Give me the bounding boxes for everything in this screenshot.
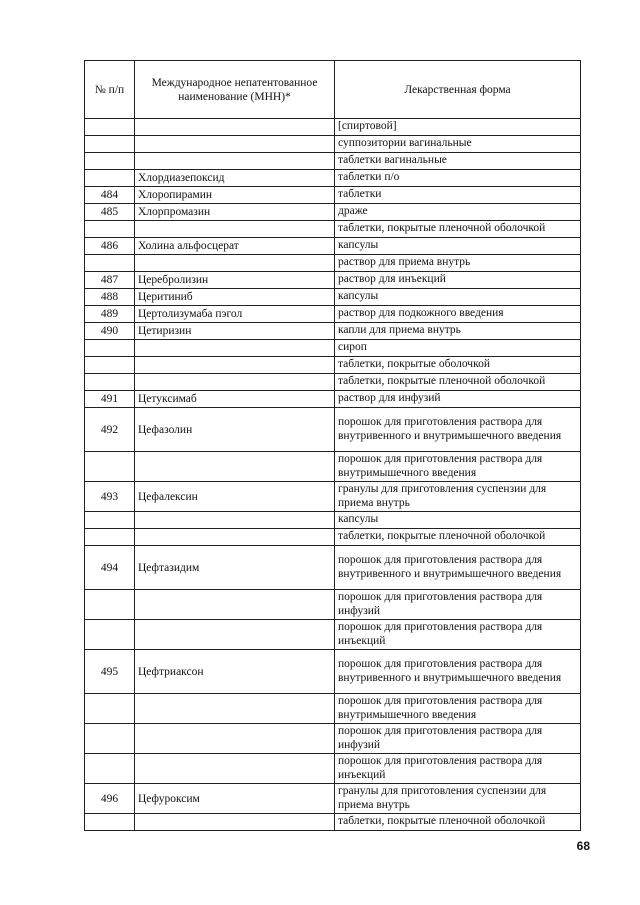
row-number <box>85 754 135 784</box>
table-row <box>85 724 581 754</box>
row-number <box>85 512 135 529</box>
table-row <box>85 136 581 153</box>
dosage-form: таблетки, покрытые пленочной оболочкой <box>335 529 581 546</box>
table-row <box>85 694 581 724</box>
row-number <box>85 374 135 391</box>
table-row <box>85 452 581 482</box>
row-number: 488 <box>85 289 135 306</box>
dosage-form: порошок для приготовления раствора для инфузий <box>335 590 581 620</box>
row-number: 485 <box>85 204 135 221</box>
drug-table <box>84 60 581 831</box>
table-row <box>85 238 581 255</box>
inn-name <box>135 340 335 357</box>
table-row <box>85 340 581 357</box>
dosage-form: таблетки вагинальные <box>335 153 581 170</box>
inn-name <box>135 255 335 272</box>
dosage-form: раствор для инъекций <box>335 272 581 289</box>
row-number <box>85 529 135 546</box>
row-number <box>85 814 135 831</box>
dosage-form: капли для приема внутрь <box>335 323 581 340</box>
inn-name: Хлоропирамин <box>135 187 335 204</box>
row-number: 491 <box>85 391 135 408</box>
table-row <box>85 187 581 204</box>
table-row <box>85 650 581 694</box>
row-number: 489 <box>85 306 135 323</box>
dosage-form: порошок для приготовления раствора для внутривенного и внутримышечного введения <box>335 408 581 452</box>
table-row <box>85 306 581 323</box>
inn-name <box>135 814 335 831</box>
row-number <box>85 153 135 170</box>
dosage-form: капсулы <box>335 238 581 255</box>
inn-name: Цефтазидим <box>135 546 335 590</box>
dosage-form: раствор для инфузий <box>335 391 581 408</box>
dosage-form: таблетки <box>335 187 581 204</box>
table-body <box>85 119 581 831</box>
dosage-form: таблетки, покрытые пленочной оболочкой <box>335 374 581 391</box>
table-row <box>85 170 581 187</box>
row-number: 490 <box>85 323 135 340</box>
table-row <box>85 784 581 814</box>
inn-name: Цетиризин <box>135 323 335 340</box>
row-number <box>85 255 135 272</box>
row-number <box>85 119 135 136</box>
table-row <box>85 529 581 546</box>
inn-name: Цефуроксим <box>135 784 335 814</box>
table-row <box>85 374 581 391</box>
table-row <box>85 119 581 136</box>
dosage-form: таблетки п/о <box>335 170 581 187</box>
dosage-form: капсулы <box>335 512 581 529</box>
row-number <box>85 221 135 238</box>
table-row <box>85 391 581 408</box>
table-header-row <box>85 61 581 119</box>
header-num: № п/п <box>85 61 135 119</box>
row-number <box>85 170 135 187</box>
inn-name <box>135 724 335 754</box>
inn-name <box>135 221 335 238</box>
dosage-form: гранулы для приготовления суспензии для приема внутрь <box>335 482 581 512</box>
row-number <box>85 694 135 724</box>
dosage-form: капсулы <box>335 289 581 306</box>
inn-name: Хлордиазепоксид <box>135 170 335 187</box>
inn-name <box>135 374 335 391</box>
dosage-form: гранулы для приготовления суспензии для приема внутрь <box>335 784 581 814</box>
inn-name <box>135 153 335 170</box>
table-row <box>85 357 581 374</box>
inn-name: Церебролизин <box>135 272 335 289</box>
table-row <box>85 754 581 784</box>
table-row <box>85 512 581 529</box>
table-row <box>85 153 581 170</box>
header-dosage-form: Лекарственная форма <box>335 61 581 119</box>
table-row <box>85 323 581 340</box>
table-row <box>85 620 581 650</box>
page-number: 68 <box>576 839 590 853</box>
inn-name <box>135 620 335 650</box>
inn-name: Холина альфосцерат <box>135 238 335 255</box>
table-row <box>85 408 581 452</box>
inn-name: Церитиниб <box>135 289 335 306</box>
inn-name <box>135 512 335 529</box>
table-row <box>85 272 581 289</box>
table-row <box>85 814 581 831</box>
inn-name <box>135 136 335 153</box>
dosage-form: драже <box>335 204 581 221</box>
table-row <box>85 204 581 221</box>
inn-name: Хлорпромазин <box>135 204 335 221</box>
row-number: 494 <box>85 546 135 590</box>
row-number <box>85 452 135 482</box>
table-row <box>85 590 581 620</box>
row-number <box>85 724 135 754</box>
dosage-form: таблетки, покрытые пленочной оболочкой <box>335 221 581 238</box>
row-number: 487 <box>85 272 135 289</box>
row-number <box>85 357 135 374</box>
inn-name: Цефалексин <box>135 482 335 512</box>
inn-name <box>135 357 335 374</box>
row-number <box>85 136 135 153</box>
dosage-form: суппозитории вагинальные <box>335 136 581 153</box>
inn-name: Цефазолин <box>135 408 335 452</box>
row-number: 486 <box>85 238 135 255</box>
dosage-form: таблетки, покрытые пленочной оболочкой <box>335 814 581 831</box>
inn-name <box>135 452 335 482</box>
inn-name: Цертолизумаба пэгол <box>135 306 335 323</box>
inn-name <box>135 529 335 546</box>
row-number: 484 <box>85 187 135 204</box>
dosage-form: раствор для приема внутрь <box>335 255 581 272</box>
table-row <box>85 221 581 238</box>
header-inn-name: Международное непатентованное наименование (МНН)* <box>135 61 335 119</box>
inn-name <box>135 694 335 724</box>
row-number <box>85 340 135 357</box>
dosage-form: [спиртовой] <box>335 119 581 136</box>
dosage-form: порошок для приготовления раствора для внутривенного и внутримышечного введения <box>335 650 581 694</box>
inn-name <box>135 754 335 784</box>
dosage-form: раствор для подкожного введения <box>335 306 581 323</box>
dosage-form: порошок для приготовления раствора для внутримышечного введения <box>335 694 581 724</box>
table-row <box>85 255 581 272</box>
row-number <box>85 590 135 620</box>
row-number: 495 <box>85 650 135 694</box>
row-number <box>85 620 135 650</box>
dosage-form: порошок для приготовления раствора для инъекций <box>335 754 581 784</box>
inn-name: Цетуксимаб <box>135 391 335 408</box>
table-row <box>85 289 581 306</box>
dosage-form: сироп <box>335 340 581 357</box>
dosage-form: порошок для приготовления раствора для инфузий <box>335 724 581 754</box>
inn-name <box>135 590 335 620</box>
row-number: 493 <box>85 482 135 512</box>
table-row <box>85 546 581 590</box>
dosage-form: порошок для приготовления раствора для внутримышечного введения <box>335 452 581 482</box>
dosage-form: порошок для приготовления раствора для инъекций <box>335 620 581 650</box>
inn-name <box>135 119 335 136</box>
row-number: 492 <box>85 408 135 452</box>
dosage-form: порошок для приготовления раствора для внутривенного и внутримышечного введения <box>335 546 581 590</box>
inn-name: Цефтриаксон <box>135 650 335 694</box>
row-number: 496 <box>85 784 135 814</box>
table-row <box>85 482 581 512</box>
dosage-form: таблетки, покрытые оболочкой <box>335 357 581 374</box>
